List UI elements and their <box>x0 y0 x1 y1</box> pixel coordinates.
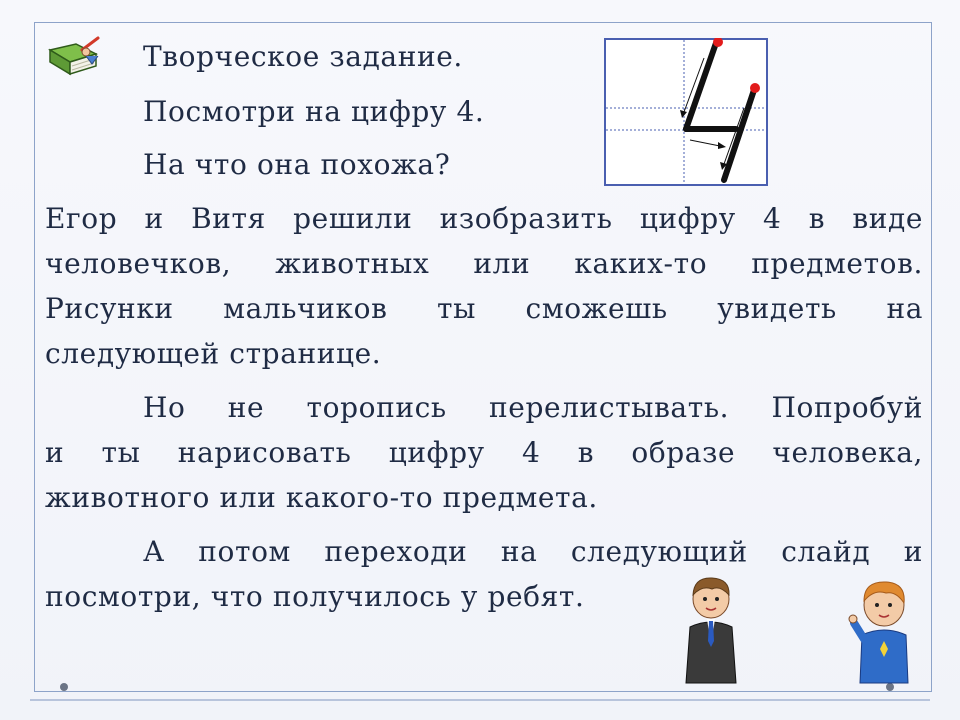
bottom-rule <box>30 699 930 701</box>
boy-pointing-illustration <box>846 577 914 685</box>
digit-four-diagram <box>604 38 768 186</box>
task-line-look: Посмотри на цифру 4. <box>143 95 485 128</box>
paragraph2-line1: Но не торопись перелистывать. Попробуй <box>143 391 923 424</box>
book-with-pencil-icon <box>46 36 104 82</box>
paragraph1-line4: следующей странице. <box>45 337 382 370</box>
boy-in-suit-illustration <box>680 575 742 685</box>
paragraph2-line3: животного или какого-то предмета. <box>45 481 598 514</box>
paragraph3-line1: А потом переходи на следующий слайд и <box>143 535 923 568</box>
paragraph2-line2: и ты нарисовать цифру 4 в образе человека, <box>45 436 923 469</box>
bullet-dot-left <box>60 683 68 691</box>
paragraph1-line1: Егор и Витя решили изобразить цифру 4 в виде <box>45 202 923 235</box>
paragraph1-line2: человечков, животных или каких-то предметов. <box>45 247 923 280</box>
paragraph3-line2: посмотри, что получилось у ребят. <box>45 580 585 613</box>
paragraph1-line3: Рисунки мальчиков ты сможешь увидеть на <box>45 292 923 325</box>
start-dot <box>750 83 760 93</box>
task-title: Творческое задание. <box>143 40 463 73</box>
task-line-question: На что она похожа? <box>143 148 451 181</box>
